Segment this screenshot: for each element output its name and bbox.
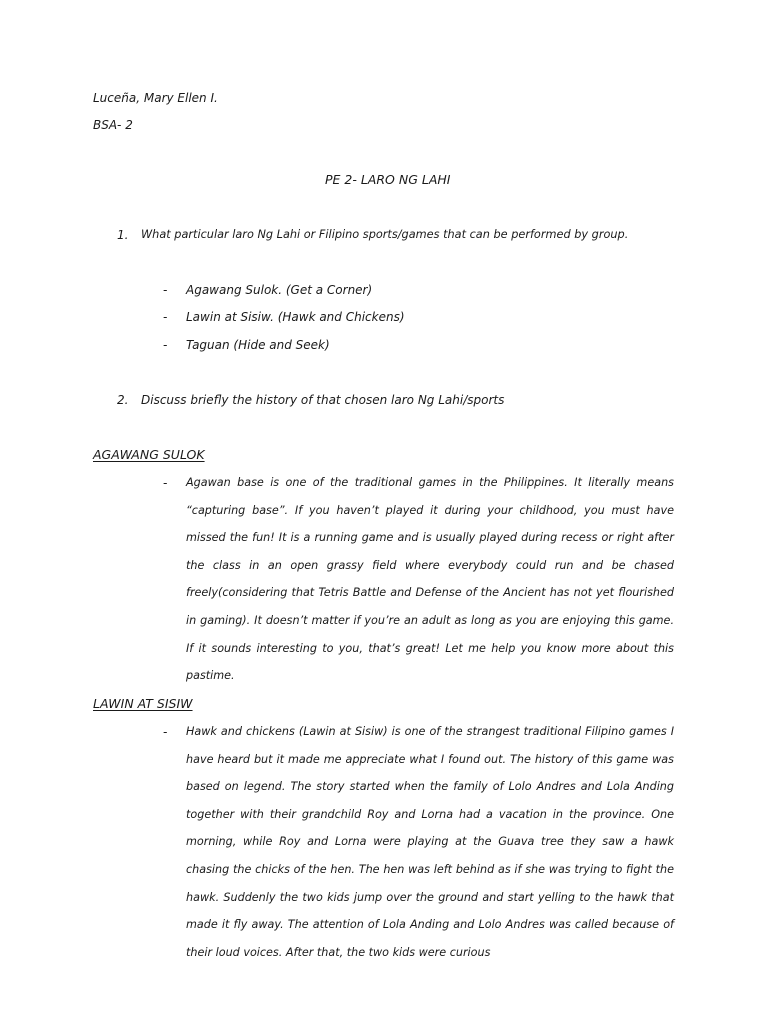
bullet-marker: -	[163, 725, 168, 739]
game-list-item: Agawang Sulok. (Get a Corner)	[186, 283, 373, 297]
bullet-marker: -	[163, 283, 168, 297]
game-list-item: Taguan (Hide and Seek)	[186, 338, 330, 352]
section-paragraph: Hawk and chickens (Lawin at Sisiw) is one of the strangest traditional Filipino games I have heard but it made me appreciate what I found out. The history of this game was based on legend. The story started when the family of Lolo Andres and Lola Anding together with their grandchild Roy and Lorna had a vacation in the province. One morning, while Roy and Lorna were playing at the Guava tree they saw a hawk chasing the chicks of the hen. The hen was left behind as if she was trying to fight the hawk. Suddenly the two kids jump over the ground and start yelling to the hawk that made it fly away. The attention of Lola Anding and Lolo Andres was called because of their loud voices. After that, the two kids were curious	[186, 725, 674, 959]
author-course: BSA- 2	[93, 118, 133, 132]
author-name: Luceña, Mary Ellen I.	[93, 91, 218, 105]
question-number: 1.	[117, 228, 129, 242]
game-list-item: Lawin at Sisiw. (Hawk and Chickens)	[186, 310, 405, 324]
question-number: 2.	[117, 393, 129, 407]
question-text: Discuss briefly the history of that chosen laro Ng Lahi/sports	[141, 393, 505, 407]
bullet-marker: -	[163, 310, 168, 324]
document-title: PE 2- LARO NG LAHI	[325, 172, 451, 187]
bullet-marker: -	[163, 476, 168, 490]
section-paragraph: Agawan base is one of the traditional games in the Philippines. It literally means “capturing base”. If you haven’t played it during your childhood, you must have missed the fun! It is a running game and is usually played during recess or right after the class in an open grassy field where everybody could run and be chased freely(considering that Tetris Battle and Defense of the Ancient has not yet flourished in gaming). It doesn’t matter if you’re an adult as long as you are enjoying this game. If it sounds interesting to you, that’s great! Let me help you know more about this pastime.	[186, 476, 674, 683]
question-text: What particular laro Ng Lahi or Filipino sports/games that can be performed by group.	[141, 228, 629, 241]
section-heading: AGAWANG SULOK	[93, 447, 205, 462]
section-heading: LAWIN AT SISIW	[93, 696, 193, 711]
bullet-marker: -	[163, 338, 168, 352]
